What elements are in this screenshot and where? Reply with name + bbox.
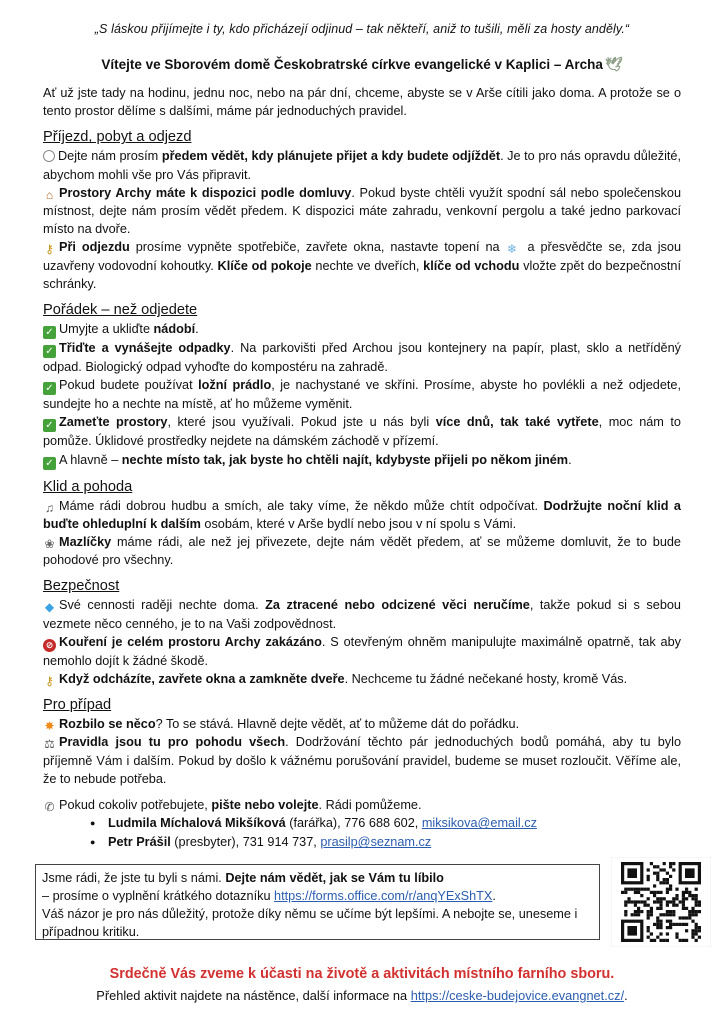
rule-text: Své cennosti raději nechte doma. xyxy=(59,598,266,613)
rule-text: A hlavně – xyxy=(59,452,122,467)
rule-departure xyxy=(43,238,681,293)
section-title-safety: Bezpečnost xyxy=(43,578,120,595)
contact-item xyxy=(108,814,681,833)
section-title-incase: Pro případ xyxy=(43,697,112,714)
rule-text: , moc nám to pomůže. Úklidové prostředky nejdete na dámském záchodě v přízemí. xyxy=(43,415,681,449)
rule-sweep xyxy=(43,413,681,450)
contact-list xyxy=(43,814,681,852)
rule-emphasis: Kouření je celém prostoru Archy zakázáno xyxy=(59,634,322,649)
collision-icon: ✸ xyxy=(44,719,55,734)
clock-icon xyxy=(43,150,55,162)
rule-text: vložte zpět do bezpečnostní schránky. xyxy=(43,258,681,291)
survey-line-2 xyxy=(42,887,599,905)
rule-text: nechte ve dveřích, xyxy=(311,258,424,273)
rule-text: . xyxy=(195,322,199,337)
rule-text: a přesvědčte se, zda jsou uzavřeny vodovodní kohoutky. xyxy=(43,240,681,273)
survey-line-3: Váš názor je pro nás důležitý, protože díky němu se učíme být lepšími. A nebojte se, uneseme i případnou kritiku. xyxy=(42,907,578,939)
rule-emphasis: nádobí xyxy=(153,322,196,337)
rule-text: Pokud budete používat xyxy=(59,378,199,393)
survey-line-1 xyxy=(42,869,599,887)
rule-emphasis: Rozbilo se něco xyxy=(59,717,156,732)
survey-box xyxy=(35,864,600,940)
contact-text: . Rádi pomůžeme. xyxy=(318,798,422,813)
check-icon: ✓ xyxy=(43,345,56,358)
phone-icon: ✆ xyxy=(44,800,55,815)
rule-text: prosíme vypněte spotřebiče, zavřete okna, nastavte topení na xyxy=(129,240,506,255)
rule-text: máme rádi, ale než jej přivezete, dejte nám vědět předem, ať se můžeme domluvit, že to bude pohodové pro všechny. xyxy=(43,535,681,568)
rule-emphasis: Za ztracené nebo odcizené věci neručíme xyxy=(265,598,530,613)
rule-emphasis: Klíče od pokoje xyxy=(217,258,312,273)
rule-text: , je nachystané ve skříni. Prosíme, abyste ho povlékli a než odjedete, sundejte ho a nechte na místě, ať ho můžeme vyměnit. xyxy=(43,378,681,412)
rule-text: . Nechceme tu žádné nečekané hosty, kromě Vás. xyxy=(344,672,628,687)
rule-emphasis: Při odjezdu xyxy=(59,240,130,255)
rules-content xyxy=(43,84,681,852)
rule-pets xyxy=(43,533,681,569)
rule-text: ? To se stává. Hlavně dejte vědět, ať to můžeme dát do pořádku. xyxy=(155,717,520,732)
contact-role: (presbyter), 731 914 737, xyxy=(170,835,321,850)
survey-text: – prosíme o vyplnění krátkého dotazníku xyxy=(42,889,275,903)
contact-name: Petr Prášil xyxy=(108,835,171,850)
scales-icon: ⚖ xyxy=(44,737,55,752)
section-title-order: Pořádek – než odjedete xyxy=(43,302,198,319)
contact-text: Pokud cokoliv potřebujete, xyxy=(59,798,212,813)
contact-email-link[interactable]: miksikova@email.cz xyxy=(421,816,537,831)
snowflake-icon: ❄ xyxy=(507,242,518,257)
motto: „S láskou přijímejte i ty, kdo přicházejí odjinud – tak někteří, aniž to tušili, měli za hosty anděly.“ xyxy=(94,22,630,36)
rule-valuables xyxy=(43,596,681,632)
footer-more xyxy=(0,988,724,1003)
contact-email-link[interactable]: prasilp@seznam.cz xyxy=(320,835,432,850)
music-note-icon: ♫ xyxy=(45,500,54,515)
rule-advance-notice xyxy=(43,147,681,183)
paw-icon: ❀ xyxy=(44,537,55,552)
qr-code xyxy=(611,857,711,947)
key-icon: ⚷ xyxy=(45,674,54,689)
rule-text: Máme rádi dobrou hudbu a smích, ale taky víme, že někdo může chtít odpočívat. xyxy=(59,498,544,513)
rule-emphasis: nechte místo tak, jak byste ho chtěli najít, kdybyste přijeli po někom jiném xyxy=(121,452,569,467)
rule-dishes xyxy=(43,320,681,339)
contact-role: (farářka), 776 688 602, xyxy=(285,816,422,831)
contact-line xyxy=(43,796,681,814)
rule-text: . xyxy=(568,452,572,467)
rule-no-smoking xyxy=(43,633,681,670)
rule-spaces xyxy=(43,184,681,239)
rule-waste xyxy=(43,339,681,376)
rule-text: . Na parkovišti před Archou jsou kontejnery na papír, plast, sklo a netříděný odpad. Biologický odpad vyhoďte do kompostéru na zahradě. xyxy=(43,341,681,375)
rule-night-quiet xyxy=(43,497,681,533)
section-title-quiet: Klid a pohoda xyxy=(43,478,133,495)
footer-text: Přehled aktivit najdete na nástěnce, další informace na xyxy=(96,988,411,1003)
check-icon: ✓ xyxy=(43,326,56,339)
contact-emphasis: pište nebo volejte xyxy=(211,798,319,813)
rule-text: osobám, které v Arše bydlí nebo jsou v ní spolu s Vámi. xyxy=(200,516,517,531)
page-title xyxy=(0,56,724,73)
rule-emphasis: Zameťte prostory xyxy=(59,415,168,430)
gem-icon: ◆ xyxy=(44,600,55,615)
welcome-text: Vítejte ve Sborovém domě Českobratrské církve evangelické v Kaplici – Archa xyxy=(101,57,603,72)
survey-text: . xyxy=(492,889,496,903)
check-icon: ✓ xyxy=(43,419,56,432)
rule-text: , takže pokud si s sebou vezmete něco cenného, je to na Vaši zodpovědnost. xyxy=(43,598,681,631)
rule-text: . S otevřeným ohněm manipulujte maximálně opatrně, tak aby nemohlo dojít k žádné škodě. xyxy=(43,634,682,668)
footer-text: . xyxy=(624,988,628,1003)
rule-emphasis: více dnů, tak také vytřete xyxy=(435,415,599,430)
key-icon: ⚷ xyxy=(45,242,54,257)
survey-text: Jsme rádi, že jste tu byli s námi. xyxy=(42,871,226,885)
rule-emphasis: ložní prádlo xyxy=(198,378,272,393)
rule-rules-for-all xyxy=(43,733,681,788)
rule-emphasis: Třiďte a vynášejte odpadky xyxy=(59,341,231,356)
no-smoking-icon: ⊘ xyxy=(43,639,56,652)
invitation-text: Srdečně Vás zveme k účasti na životě a aktivitách místního farního sboru. xyxy=(109,966,615,982)
house-icon: ⌂ xyxy=(45,187,54,202)
rule-emphasis: Dodržujte noční klid a buďte ohleduplní k dalším xyxy=(43,498,681,531)
rule-emphasis: Když odcházíte, zavřete okna a zamkněte dveře xyxy=(59,672,345,687)
rule-text: , které jsou využívali. Pokud jste u nás byli xyxy=(167,415,436,430)
rule-emphasis: Mazlíčky xyxy=(59,535,112,550)
contact-item xyxy=(108,833,681,852)
website-link[interactable]: https://ceske-budejovice.evangnet.cz/ xyxy=(410,988,625,1003)
rule-text: Dejte nám prosím xyxy=(58,149,162,164)
rule-emphasis: Prostory Archy máte k dispozici podle domluvy xyxy=(59,185,352,200)
rule-text: Umyjte a ukliďte xyxy=(59,322,154,337)
rule-text: . Je to pro nás opravdu důležité, abychom mohli vše pro Vás připravit. xyxy=(43,149,681,182)
survey-link[interactable]: https://forms.office.com/r/anqYExShTX xyxy=(274,889,493,903)
intro-paragraph: Ať už jste tady na hodinu, jednu noc, nebo na pár dní, chceme, abyste se v Arše cítili jako doma. A protože se o tento prostor dělíme s dalšími, máme pár jednoduchých pravidel. xyxy=(43,86,681,119)
check-icon: ✓ xyxy=(43,457,56,470)
section-title-arrival: Příjezd, pobyt a odjezd xyxy=(43,129,192,146)
contact-name: Ludmila Míchalová Mikšíková xyxy=(108,816,286,831)
rule-bedding xyxy=(43,376,681,413)
rule-text: . Pokud byste chtěli využít spodní sál nebo společenskou místnost, dejte nám prosím vědět předem. K dispozici máte zahradu, venkovní pergolu a také jedno parkovací místo na dvoře. xyxy=(43,185,681,237)
rule-emphasis: předem vědět, kdy plánujete přijet a kdy budete odjíždět xyxy=(161,149,501,164)
rule-broken xyxy=(43,715,681,733)
dove-icon: 🕊 xyxy=(604,56,623,72)
survey-emphasis: Dejte nám vědět, jak se Vám tu líbilo xyxy=(225,871,444,885)
rule-text: . Dodržování těchto pár jednoduchých bodů pomáhá, aby tu bylo příjemně Vám i dalším. Pokud by došlo k vážnému porušování pravidel, budeme se muset rozloučit. Věříme ale, že to nebude potřeba. xyxy=(43,735,681,786)
rule-emphasis: klíče od vchodu xyxy=(423,258,520,273)
rule-lock-up xyxy=(43,670,681,688)
rule-leave-clean xyxy=(43,451,681,470)
rule-emphasis: Pravidla jsou tu pro pohodu všech xyxy=(59,735,286,750)
check-icon: ✓ xyxy=(43,382,56,395)
